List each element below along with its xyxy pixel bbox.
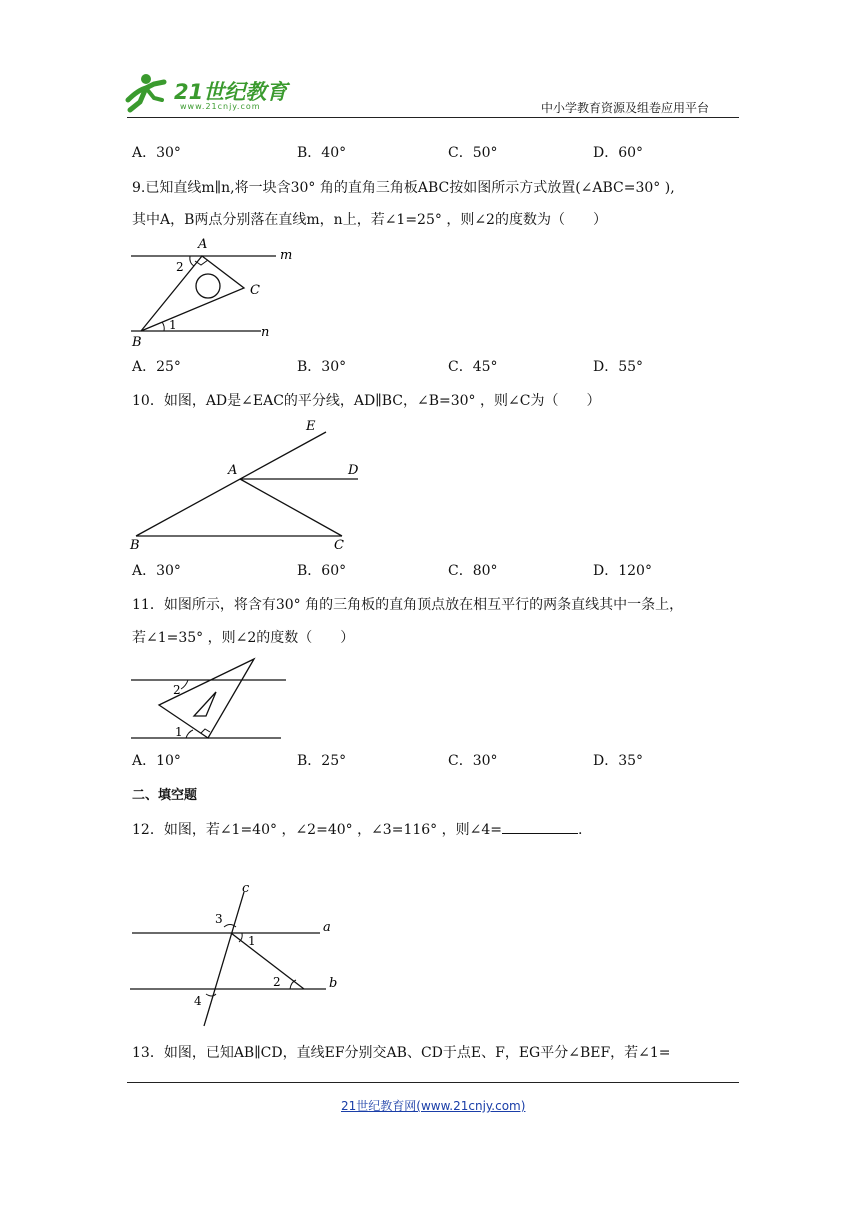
q10-option-a: A．30°	[132, 563, 181, 579]
q12-angle-2: 2	[273, 975, 281, 989]
q10-label-a: A	[228, 463, 238, 478]
q11-text-line2: 若∠1=35° ，则∠2的度数（ ）	[132, 630, 355, 646]
q9-angle-2: 2	[176, 260, 184, 274]
q8-option-d: D．60°	[593, 145, 644, 161]
q10-option-b: B．60°	[297, 563, 347, 579]
q12-label-c: c	[242, 882, 250, 896]
logo-text: 21世纪教育	[174, 80, 288, 104]
q9-label-c: C	[250, 283, 260, 298]
q9-option-d: D．55°	[593, 359, 644, 375]
header-platform: 中小学教育资源及组卷应用平台	[541, 101, 710, 115]
header-rule	[127, 117, 739, 118]
q9-label-a: A	[198, 237, 208, 252]
q12-figure	[126, 882, 356, 1030]
q9-option-c: C．45°	[448, 359, 498, 375]
q12-label-b: b	[329, 976, 338, 991]
q12-text-line1	[132, 819, 582, 840]
q11-option-d: D．35°	[593, 753, 644, 769]
q10-label-b: B	[130, 538, 140, 553]
q10-option-c: C．80°	[448, 563, 498, 579]
logo-url: www.21cnjy.com	[180, 102, 261, 111]
q12-answer-blank	[502, 819, 578, 834]
q11-option-c: C．30°	[448, 753, 498, 769]
q11-option-a: A．10°	[132, 753, 181, 769]
q11-angle-2: 2	[173, 683, 181, 697]
q11-text-line1: 11．如图所示，将含有30° 角的三角板的直角顶点放在相互平行的两条直线其中一条上，	[132, 597, 684, 613]
q9-label-n: n	[261, 325, 270, 340]
q12-angle-3: 3	[215, 912, 223, 926]
q9-option-b: B．30°	[297, 359, 347, 375]
q12-angle-4: 4	[194, 994, 202, 1008]
q9-option-a: A．25°	[132, 359, 181, 375]
q11-angle-1: 1	[175, 725, 183, 739]
q11-option-b: B．25°	[297, 753, 347, 769]
q12-label-a: a	[323, 920, 331, 935]
q9-angle-1: 1	[169, 318, 177, 332]
q10-label-d: D	[348, 463, 359, 478]
q10-option-d: D．120°	[593, 563, 652, 579]
q11-figure	[126, 654, 296, 746]
footer-rule	[127, 1082, 739, 1083]
footer	[341, 1097, 525, 1114]
q12-angle-1: 1	[248, 934, 256, 948]
q12-text: 12．如图，若∠1=40° ，∠2=40° ，∠3=116° ，则∠4=	[132, 822, 502, 838]
footer-link[interactable]: 21世纪教育网(www.21cnjy.com)	[341, 1099, 526, 1113]
q8-option-a: A．30°	[132, 145, 181, 161]
q9-text-line2: 其中A，B两点分别落在直线m，n上，若∠1=25° ，则∠2的度数为（ ）	[132, 212, 607, 228]
q12-text-end: .	[578, 822, 583, 838]
q10-text-line1: 10．如图，AD是∠EAC的平分线，AD∥BC，∠B=30° ，则∠C为（ ）	[132, 393, 601, 409]
q8-option-c: C．50°	[448, 145, 498, 161]
q9-label-b: B	[132, 335, 142, 350]
q10-label-e: E	[306, 419, 316, 434]
q9-figure	[126, 236, 306, 350]
q10-label-c: C	[334, 538, 344, 553]
header-logo	[124, 70, 294, 116]
q9-label-m: m	[280, 248, 293, 263]
q8-option-b: B．40°	[297, 145, 347, 161]
q9-text-line1: 9.已知直线m∥n,将一块含30° 角的直角三角板ABC按如图所示方式放置(∠ABC=30° ),	[132, 180, 675, 196]
q13-text-line1: 13．如图，已知AB∥CD，直线EF分别交AB、CD于点E、F，EG平分∠BEF，若∠1=	[132, 1045, 671, 1061]
section-heading-fill-in: 二、填空题	[132, 788, 198, 803]
q10-figure	[126, 416, 376, 554]
